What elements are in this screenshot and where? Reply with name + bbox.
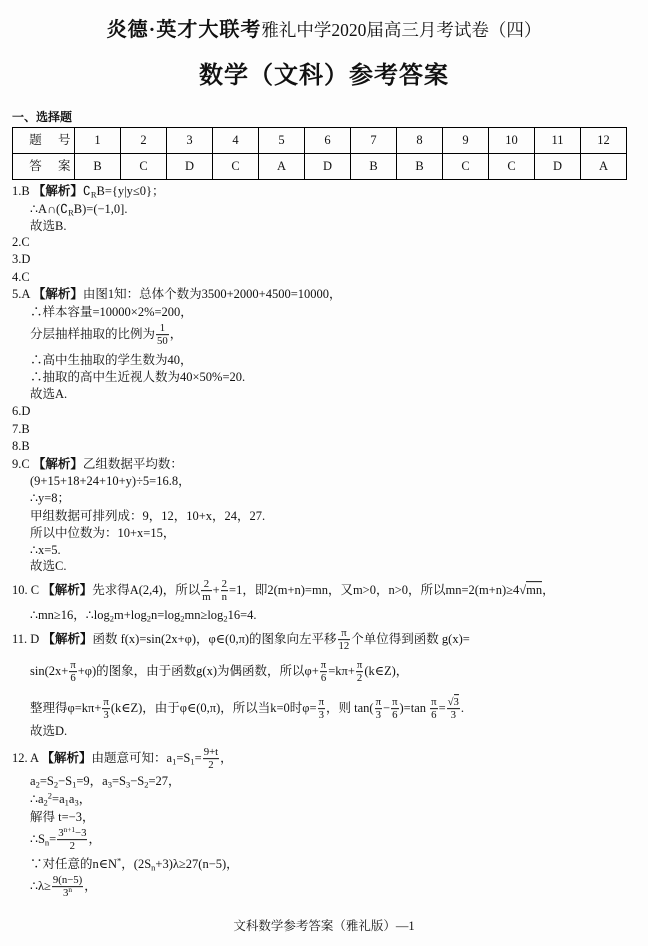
answer-label: 答案 bbox=[13, 154, 75, 180]
text-run: 2.C bbox=[12, 235, 30, 249]
text-run: (k∈Z)， bbox=[364, 663, 409, 678]
text-run: 【解析】 bbox=[32, 184, 83, 198]
text-run: ∴抽取的高中生近视人数为40×50%=20. bbox=[30, 370, 246, 384]
text-run: 故选A. bbox=[30, 387, 68, 401]
text-run: π bbox=[431, 696, 437, 709]
text-run: = bbox=[49, 831, 57, 846]
superscript bbox=[68, 885, 72, 894]
text-run: − bbox=[383, 700, 391, 715]
text-run: 故选D. bbox=[30, 724, 68, 738]
fraction bbox=[102, 696, 109, 722]
fraction-denominator bbox=[447, 709, 460, 722]
solution-line bbox=[30, 386, 67, 402]
fraction-denominator bbox=[102, 709, 109, 722]
question-number-cell: 10 bbox=[489, 128, 535, 154]
text-run: 【解析】 bbox=[32, 457, 83, 471]
fraction bbox=[356, 659, 363, 685]
text-run: 2 bbox=[221, 578, 228, 591]
fraction-numerator bbox=[338, 627, 351, 639]
fraction-numerator bbox=[221, 578, 228, 590]
text-run: −3 bbox=[75, 827, 87, 840]
solution-line bbox=[12, 286, 342, 302]
text-run: 1 bbox=[172, 756, 177, 767]
exam-header bbox=[0, 17, 648, 45]
fraction bbox=[338, 627, 351, 653]
fraction bbox=[201, 578, 211, 604]
solution-line bbox=[30, 696, 464, 722]
text-run: 3 bbox=[375, 709, 381, 722]
answer-cell: D bbox=[535, 154, 581, 180]
text-run: ∁ bbox=[82, 184, 91, 198]
text-run: 6 bbox=[431, 709, 437, 722]
text-run: 3 bbox=[58, 827, 64, 840]
solution-line bbox=[12, 403, 30, 419]
solution-line bbox=[30, 490, 70, 506]
solution-line bbox=[12, 183, 164, 199]
text-run: ∴mn≥16，∴log bbox=[30, 608, 110, 622]
fraction bbox=[318, 696, 325, 722]
answer-cell: C bbox=[489, 154, 535, 180]
text-run: 【解析】 bbox=[32, 287, 83, 301]
answer-cell: B bbox=[397, 154, 443, 180]
text-run: ， bbox=[542, 582, 555, 597]
fraction-numerator bbox=[203, 746, 219, 758]
text-run: 6.D bbox=[12, 404, 31, 418]
question-number-cell: 2 bbox=[121, 128, 167, 154]
fraction-numerator bbox=[156, 322, 169, 334]
fraction-denominator bbox=[69, 672, 76, 685]
text-run: 故选C. bbox=[30, 559, 67, 573]
text-run: 2 bbox=[144, 779, 149, 790]
text-run: ∴λ≥ bbox=[30, 878, 51, 893]
page-title: 数学（文科）参考答案 bbox=[199, 63, 449, 89]
solution-line bbox=[12, 438, 30, 454]
analysis-tag bbox=[33, 287, 83, 301]
text-run: a bbox=[30, 774, 36, 788]
text-run: 9.C bbox=[12, 457, 33, 471]
text-run: 乙组数据平均数： bbox=[82, 457, 183, 471]
text-run: 3 bbox=[125, 779, 131, 790]
analysis-tag bbox=[33, 457, 83, 471]
text-run: * bbox=[117, 855, 122, 866]
fraction-denominator bbox=[201, 591, 211, 604]
question-number-cell: 8 bbox=[397, 128, 443, 154]
text-run: =1，即2(m+n)=mn，又m>0，n>0，所以mn=2(m+n)≥4√ bbox=[229, 582, 527, 597]
text-run: 3 bbox=[318, 709, 324, 722]
solution-line bbox=[12, 456, 183, 472]
text-run: 2 bbox=[208, 759, 214, 772]
fraction bbox=[156, 322, 169, 348]
text-run: 由图1知：总体个数为3500+2000+4500=10000， bbox=[82, 287, 342, 301]
radicand bbox=[454, 694, 459, 708]
text-run: 10. C bbox=[12, 582, 43, 597]
text-run: m+log bbox=[113, 608, 147, 622]
fraction-numerator bbox=[201, 578, 211, 590]
text-run: . bbox=[460, 700, 465, 715]
text-run: 2 bbox=[223, 613, 228, 624]
text-run: 函数 f(x)=sin(2x+φ)，φ∈(0,π)的图象向左平移 bbox=[92, 631, 337, 646]
text-run: 故选B. bbox=[30, 219, 67, 233]
solution-line bbox=[30, 827, 101, 853]
text-run: + bbox=[212, 582, 220, 597]
text-run: n bbox=[221, 591, 228, 604]
section-heading-multiple-choice: 一、选择题 bbox=[12, 110, 73, 124]
fraction-numerator bbox=[69, 659, 76, 671]
solution-line bbox=[30, 473, 191, 489]
text-run: (9+15+18+24+10+y)÷5=16.8， bbox=[30, 474, 191, 488]
text-run: 12. A bbox=[12, 750, 42, 765]
solution-line bbox=[12, 269, 30, 285]
solution-line bbox=[30, 607, 257, 623]
text-run: 整理得φ=kπ+ bbox=[30, 700, 102, 715]
text-run: √ bbox=[447, 696, 454, 709]
text-run: +φ)的图象，由于函数g(x)为偶函数，所以φ+ bbox=[77, 663, 319, 678]
text-run: π bbox=[103, 696, 109, 709]
text-run: =S bbox=[111, 774, 126, 788]
fraction-denominator bbox=[318, 709, 325, 722]
fraction-denominator bbox=[430, 709, 437, 722]
fraction-denominator bbox=[203, 759, 219, 772]
text-run: π bbox=[320, 659, 327, 672]
text-run: 3 bbox=[63, 887, 69, 900]
text-run: π bbox=[392, 696, 398, 709]
solution-line bbox=[30, 809, 94, 825]
text-run: 1.B bbox=[12, 184, 33, 198]
fraction-numerator bbox=[318, 696, 325, 708]
text-run: ， bbox=[78, 792, 92, 806]
fraction bbox=[430, 696, 437, 722]
text-run: 解得 t=−3， bbox=[30, 810, 95, 824]
fraction bbox=[375, 696, 382, 722]
superscript bbox=[64, 825, 75, 834]
text-run: (k∈Z)，由于φ∈(0,π)，所以当k=0时φ= bbox=[110, 700, 317, 715]
exam-brand: 炎德·英才大联考 bbox=[106, 19, 262, 41]
text-run: π bbox=[341, 627, 347, 640]
question-number-cell: 3 bbox=[167, 128, 213, 154]
text-run: 2 bbox=[69, 840, 76, 853]
text-run: )=tan bbox=[399, 700, 430, 715]
fraction bbox=[221, 578, 228, 604]
text-run: 【解析】 bbox=[42, 582, 93, 597]
answer-row bbox=[13, 154, 627, 180]
text-run: 6 bbox=[320, 672, 327, 685]
text-run: ∴样本容量=10000×2%=200， bbox=[30, 305, 193, 319]
text-run: 3 bbox=[450, 709, 456, 722]
solution-line bbox=[30, 723, 67, 739]
question-number-cell: 9 bbox=[443, 128, 489, 154]
text-run: 50 bbox=[157, 335, 168, 348]
solution-line bbox=[12, 627, 470, 653]
text-run: π bbox=[356, 659, 363, 672]
text-run: ∴S bbox=[30, 831, 45, 846]
page-footer: 文科数学参考答案（雅礼版）—1 bbox=[233, 919, 415, 933]
answer-cell: C bbox=[443, 154, 489, 180]
text-run: 2 bbox=[203, 578, 210, 591]
text-run: 1 bbox=[72, 779, 77, 790]
fraction bbox=[69, 659, 76, 685]
text-run: B)=(−1,0]. bbox=[73, 202, 128, 216]
text-run: 2 bbox=[43, 797, 48, 808]
analysis-tag bbox=[42, 751, 92, 765]
text-run: 3.D bbox=[12, 252, 31, 266]
question-number-cell: 11 bbox=[535, 128, 581, 154]
fraction bbox=[52, 874, 83, 900]
text-run: 3 bbox=[453, 696, 459, 709]
answer-cell: B bbox=[75, 154, 121, 180]
text-run: n bbox=[151, 862, 156, 873]
text-run: m bbox=[202, 591, 211, 604]
solution-line bbox=[30, 874, 97, 900]
answer-cell: C bbox=[121, 154, 167, 180]
text-run: 2 bbox=[47, 790, 53, 801]
fraction-denominator bbox=[375, 709, 382, 722]
fraction-denominator bbox=[52, 887, 83, 900]
solution-line bbox=[12, 421, 30, 437]
fraction-numerator bbox=[320, 659, 327, 671]
text-run: ∴x=5. bbox=[30, 543, 61, 557]
solution-line bbox=[30, 558, 66, 574]
fraction-numerator bbox=[356, 659, 363, 671]
text-run: 5.A bbox=[12, 287, 33, 301]
answer-cell: A bbox=[581, 154, 627, 180]
text-run: 2 bbox=[146, 613, 151, 624]
text-run: mn bbox=[526, 582, 543, 597]
text-run: 所以中位数为：10+x=15， bbox=[30, 526, 176, 540]
text-run: n bbox=[68, 885, 73, 895]
text-run: 1 bbox=[159, 322, 166, 335]
fraction-denominator bbox=[156, 335, 169, 348]
solution-line bbox=[30, 791, 91, 807]
question-number-cell: 7 bbox=[351, 128, 397, 154]
text-run: B={y|y≤0}； bbox=[96, 184, 165, 198]
text-run: a bbox=[68, 792, 75, 806]
question-number-cell: 1 bbox=[75, 128, 121, 154]
fraction bbox=[57, 827, 87, 853]
text-run: =kπ+ bbox=[328, 663, 355, 678]
text-run: 11. D bbox=[12, 631, 43, 646]
answer-cell: C bbox=[213, 154, 259, 180]
text-run: ， bbox=[84, 878, 97, 893]
answer-cell: A bbox=[259, 154, 305, 180]
fraction bbox=[320, 659, 327, 685]
text-run: 9+t bbox=[203, 746, 219, 759]
fraction bbox=[391, 696, 398, 722]
text-run: 【解析】 bbox=[42, 631, 93, 646]
text-run: 分层抽样抽取的比例为 bbox=[30, 326, 156, 341]
text-run: sin(2x+ bbox=[30, 663, 69, 678]
analysis-tag bbox=[42, 632, 92, 646]
text-run: 先求得A(2,4)，所以 bbox=[92, 582, 201, 597]
fraction bbox=[203, 746, 219, 772]
question-number-cell: 5 bbox=[259, 128, 305, 154]
text-run: =a bbox=[52, 792, 65, 806]
solution-line bbox=[12, 746, 233, 772]
text-run: = bbox=[194, 750, 202, 765]
text-run: 6 bbox=[392, 709, 398, 722]
solution-line bbox=[30, 218, 66, 234]
text-run: π bbox=[318, 696, 325, 709]
text-run: π bbox=[70, 659, 76, 672]
analysis-tag bbox=[42, 583, 92, 597]
text-run: −S bbox=[58, 774, 73, 788]
text-run: ， bbox=[220, 750, 233, 765]
solution-line bbox=[30, 304, 193, 320]
answer-table bbox=[12, 127, 627, 180]
text-run: = bbox=[438, 700, 446, 715]
text-run: ∴高中生抽取的学生数为40， bbox=[30, 353, 193, 367]
answer-cell: D bbox=[167, 154, 213, 180]
fraction-denominator bbox=[356, 672, 363, 685]
fraction-numerator bbox=[391, 696, 398, 708]
fraction-numerator bbox=[375, 696, 382, 708]
text-run: =9，a bbox=[76, 774, 108, 788]
text-run: 3 bbox=[74, 797, 79, 808]
solution-line bbox=[12, 578, 555, 604]
text-run: 16=4. bbox=[227, 608, 257, 622]
text-run: 甲组数据可排列成：9，12，10+x，24，27. bbox=[30, 509, 266, 523]
fraction-numerator bbox=[102, 696, 109, 708]
text-run: ∴y=8； bbox=[30, 491, 71, 505]
text-run: mn≥log bbox=[184, 608, 224, 622]
text-run: n bbox=[44, 837, 50, 848]
text-run: 3 bbox=[107, 779, 112, 790]
fraction-denominator bbox=[391, 709, 398, 722]
solution-line bbox=[30, 525, 175, 541]
solution-line bbox=[30, 659, 408, 685]
radicand bbox=[526, 581, 542, 597]
solution-line bbox=[12, 251, 30, 267]
fraction-numerator bbox=[430, 696, 437, 708]
text-run: 1 bbox=[64, 797, 69, 808]
text-run: 9(n−5) bbox=[52, 874, 83, 887]
text-run: ，(2S bbox=[121, 857, 152, 871]
text-run: ， bbox=[169, 326, 183, 341]
fraction-numerator bbox=[57, 827, 87, 839]
text-run: R bbox=[90, 189, 97, 200]
text-run: 由题意可知：a bbox=[91, 750, 173, 765]
text-run: 8.B bbox=[12, 439, 30, 453]
fraction-denominator bbox=[320, 672, 327, 685]
text-run: π bbox=[375, 696, 382, 709]
text-run: 2 bbox=[356, 672, 363, 685]
solution-line bbox=[30, 773, 181, 789]
text-run: 【解析】 bbox=[41, 750, 92, 765]
text-run: 7.B bbox=[12, 422, 30, 436]
text-run: ∵对任意的n∈N bbox=[30, 857, 118, 871]
solution-line bbox=[30, 369, 245, 385]
text-run: 2 bbox=[53, 779, 59, 790]
text-run: n+1 bbox=[63, 825, 76, 835]
text-run: ，则 tan( bbox=[326, 700, 374, 715]
exam-subtitle: 雅礼中学2020届高三月考试卷（四） bbox=[261, 20, 542, 40]
solution-line bbox=[30, 322, 182, 348]
text-run: ∴A∩(∁ bbox=[30, 202, 69, 216]
question-number-cell: 4 bbox=[213, 128, 259, 154]
question-number-cell: 12 bbox=[581, 128, 627, 154]
analysis-tag bbox=[33, 184, 83, 198]
text-run: =S bbox=[176, 750, 191, 765]
question-number-row bbox=[13, 128, 627, 154]
text-run: +3)λ≥27(n−5)， bbox=[155, 857, 239, 871]
answer-cell: D bbox=[305, 154, 351, 180]
text-run: ∴a bbox=[30, 792, 44, 806]
text-run: 个单位得到函数 g(x)= bbox=[351, 631, 470, 646]
text-run: 2 bbox=[35, 779, 40, 790]
fraction-denominator bbox=[338, 640, 351, 653]
solution-line bbox=[30, 352, 193, 368]
solution-line bbox=[12, 234, 30, 250]
text-run: 12 bbox=[338, 640, 350, 653]
solution-line bbox=[30, 508, 265, 524]
fraction-denominator bbox=[57, 840, 87, 853]
text-run: 3 bbox=[103, 709, 109, 722]
solution-line bbox=[30, 542, 61, 558]
text-run: −S bbox=[130, 774, 145, 788]
text-run: ， bbox=[88, 831, 101, 846]
solution-line bbox=[30, 201, 127, 217]
text-run: 2 bbox=[180, 613, 185, 624]
text-run: n=log bbox=[150, 608, 181, 622]
text-run: 1 bbox=[190, 756, 195, 767]
fraction bbox=[447, 696, 460, 722]
text-run: R bbox=[68, 207, 74, 218]
text-run: =S bbox=[39, 774, 54, 788]
answer-cell: B bbox=[351, 154, 397, 180]
question-number-cell: 6 bbox=[305, 128, 351, 154]
text-run: 4.C bbox=[12, 270, 30, 284]
solution-line bbox=[30, 856, 239, 872]
text-run: 2 bbox=[109, 613, 114, 624]
question-number-label: 题号 bbox=[13, 128, 75, 154]
fraction-denominator bbox=[221, 591, 228, 604]
text-run: 6 bbox=[70, 672, 76, 685]
fraction-numerator bbox=[447, 696, 460, 708]
text-run: =27， bbox=[148, 774, 181, 788]
